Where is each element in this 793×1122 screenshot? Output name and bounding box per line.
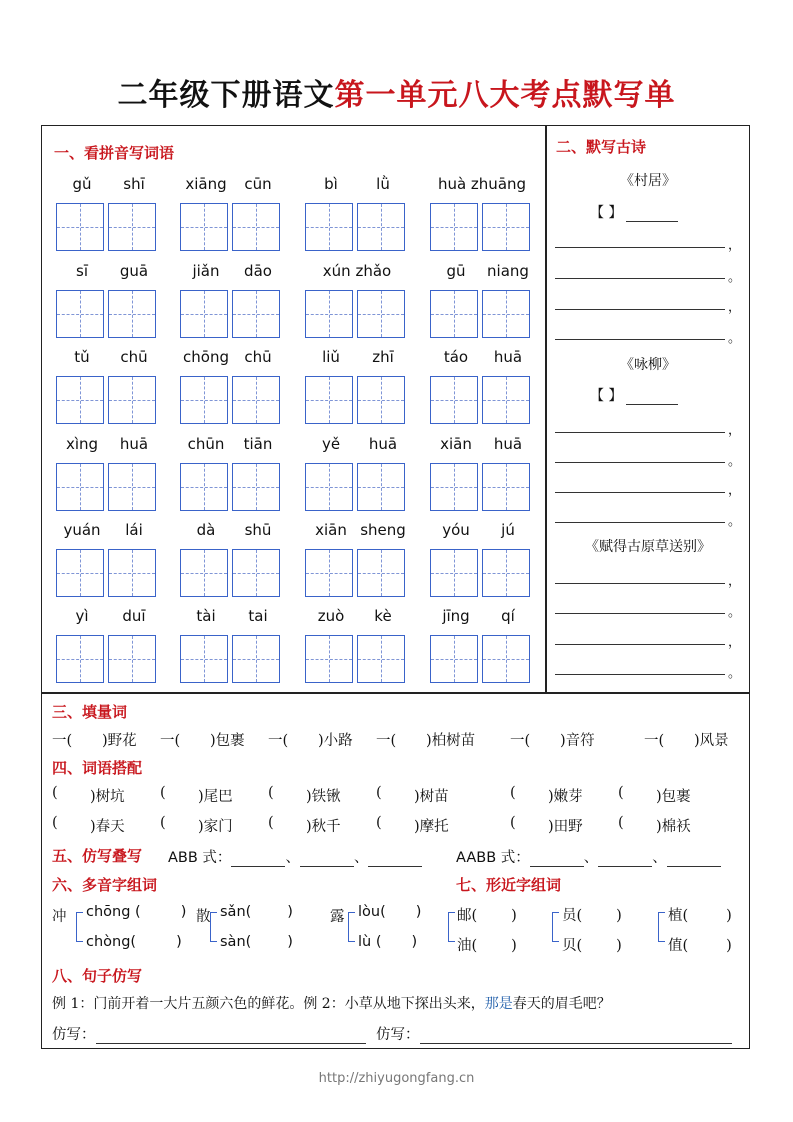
close-paren: ) xyxy=(726,938,732,954)
similar-char: 值( xyxy=(668,938,689,954)
match-blank[interactable]: ( xyxy=(510,815,516,831)
pinyin-label: yuán xyxy=(63,521,101,539)
pinyin-label: yě xyxy=(321,435,341,453)
punct: ， xyxy=(728,238,742,253)
pinyin-label: qí xyxy=(501,607,515,625)
match-blank[interactable]: ( xyxy=(376,815,382,831)
example-sentences xyxy=(52,993,611,1013)
pinyin-label: yì xyxy=(75,607,89,625)
imitate-label: 仿写： xyxy=(376,1027,420,1043)
author-bracket: 【 】 xyxy=(590,205,623,221)
poem-line[interactable] xyxy=(555,462,725,463)
pinyin-label: chū xyxy=(244,348,272,366)
close-paren: ) xyxy=(616,938,622,954)
writing-box[interactable] xyxy=(305,635,353,683)
writing-box[interactable] xyxy=(357,549,405,597)
pinyin-label: duī xyxy=(122,607,146,625)
writing-box[interactable] xyxy=(108,635,156,683)
polyphone-char: 冲 xyxy=(52,909,67,925)
punct: ， xyxy=(728,423,742,438)
match-noun: )田野 xyxy=(548,819,583,835)
brace-icon xyxy=(210,912,217,942)
poem-line[interactable] xyxy=(555,674,725,675)
poem-line[interactable] xyxy=(555,278,725,279)
poem-title-3: 《赋得古原草送别》 xyxy=(585,539,711,555)
close-paren: ) xyxy=(287,934,293,950)
pinyin-label: lǜ xyxy=(376,175,390,193)
writing-box[interactable] xyxy=(430,376,478,424)
pinyin-label: táo xyxy=(443,348,469,366)
match-noun: )树坑 xyxy=(90,789,125,805)
polyphone-field[interactable] xyxy=(220,934,293,950)
poem-line[interactable] xyxy=(555,339,725,340)
close-paren: ) xyxy=(287,904,293,920)
writing-box[interactable] xyxy=(108,290,156,338)
match-noun: )家门 xyxy=(198,819,233,835)
match-blank[interactable]: ( xyxy=(510,785,516,801)
match-noun: )棉袄 xyxy=(656,819,691,835)
writing-box[interactable] xyxy=(430,635,478,683)
measure-blank[interactable]: 一( xyxy=(52,733,73,749)
example-2-end: 春天的眉毛吧？ xyxy=(512,996,611,1012)
measure-noun: )柏树苗 xyxy=(426,733,476,749)
polyphone-char: 散 xyxy=(196,909,211,925)
pinyin-label: jīng xyxy=(442,607,470,625)
measure-blank[interactable]: 一( xyxy=(644,733,665,749)
polyphone-field[interactable] xyxy=(220,904,293,920)
pinyin-label: chòng( xyxy=(86,934,137,950)
measure-noun: )包裹 xyxy=(210,733,245,749)
polyphone-field[interactable] xyxy=(358,934,417,950)
close-paren: ) xyxy=(511,938,517,954)
pinyin-label: jiǎn xyxy=(192,262,220,280)
pinyin-label: tiān xyxy=(243,435,273,453)
brace-icon xyxy=(348,912,355,942)
pinyin-label: chōng ( xyxy=(86,904,141,920)
poem-title-1: 《村居》 xyxy=(620,173,676,189)
example-1: 例 1：门前开着一大片五颜六色的鲜花。 xyxy=(52,996,304,1012)
polyphone-field[interactable] xyxy=(358,904,421,920)
similar-char: 邮( xyxy=(457,908,478,924)
match-blank[interactable]: ( xyxy=(618,785,624,801)
writing-box[interactable] xyxy=(180,549,228,597)
writing-box[interactable] xyxy=(305,376,353,424)
writing-box[interactable] xyxy=(482,635,530,683)
sep: 、 xyxy=(353,850,369,866)
poem-line[interactable] xyxy=(555,309,725,310)
pinyin-label: xiān xyxy=(440,435,472,453)
similar-char: 员( xyxy=(562,908,583,924)
measure-noun: )音符 xyxy=(560,733,595,749)
pinyin-label: sī xyxy=(76,262,88,280)
abb-label: ABB 式： xyxy=(168,850,232,866)
similar-field[interactable] xyxy=(668,934,732,955)
pinyin-label: xìng xyxy=(65,435,99,453)
pinyin-label: sàn( xyxy=(220,934,252,950)
similar-field[interactable] xyxy=(457,904,517,925)
pinyin-label: tài xyxy=(196,607,216,625)
pinyin-label: tai xyxy=(248,607,268,625)
polyphone-field[interactable] xyxy=(86,904,186,920)
divider-vertical xyxy=(545,125,547,692)
close-paren: ) xyxy=(511,908,517,924)
pinyin-label: huà zhuāng xyxy=(437,175,527,193)
writing-box[interactable] xyxy=(305,549,353,597)
match-noun: )铁锹 xyxy=(306,789,341,805)
match-blank[interactable]: ( xyxy=(376,785,382,801)
section-title-3: 三、填量词 xyxy=(52,703,128,721)
aabb-field[interactable] xyxy=(456,846,721,867)
writing-box[interactable] xyxy=(56,203,104,251)
pinyin-label: shī xyxy=(123,175,145,193)
writing-box[interactable] xyxy=(357,290,405,338)
pinyin-label: yóu xyxy=(442,521,470,539)
pinyin-label: sheng xyxy=(360,521,406,539)
pinyin-label: lái xyxy=(125,521,143,539)
section-title-2: 二、默写古诗 xyxy=(556,138,647,156)
pinyin-label: cūn xyxy=(244,175,272,193)
match-blank[interactable]: ( xyxy=(160,815,166,831)
section-title-7: 七、形近字组词 xyxy=(456,876,562,894)
close-paren: ) xyxy=(415,904,422,920)
section-title-6: 六、多音字组词 xyxy=(52,876,158,894)
example-2: 例 2：小草从地下探出头来， xyxy=(303,996,485,1012)
punct: 。 xyxy=(728,331,742,346)
title-red: 第一单元八大考点默写单 xyxy=(334,78,676,113)
author-bracket: 【 】 xyxy=(590,388,623,404)
writing-box[interactable] xyxy=(482,290,530,338)
writing-box[interactable] xyxy=(482,549,530,597)
measure-blank[interactable]: 一( xyxy=(510,733,531,749)
measure-noun: )小路 xyxy=(318,733,353,749)
section-title-4: 四、词语搭配 xyxy=(52,759,143,777)
author-field-1[interactable] xyxy=(590,202,678,222)
poem-title-2: 《咏柳》 xyxy=(620,357,676,373)
writing-box[interactable] xyxy=(305,463,353,511)
writing-box[interactable] xyxy=(357,463,405,511)
sep: 、 xyxy=(652,850,667,866)
poem-line[interactable] xyxy=(555,492,725,493)
poem-line[interactable] xyxy=(555,583,725,584)
pinyin-label: xiāng xyxy=(185,175,227,193)
writing-box[interactable] xyxy=(180,290,228,338)
writing-box[interactable] xyxy=(108,376,156,424)
section-title-1: 一、看拼音写词语 xyxy=(54,144,175,162)
writing-box[interactable] xyxy=(108,463,156,511)
match-noun: )春天 xyxy=(90,819,125,835)
writing-box[interactable] xyxy=(232,549,280,597)
pinyin-label: zhī xyxy=(372,348,394,366)
writing-box[interactable] xyxy=(180,463,228,511)
writing-box[interactable] xyxy=(232,203,280,251)
writing-box[interactable] xyxy=(232,463,280,511)
pinyin-label: bì xyxy=(324,175,338,193)
pinyin-label: huā xyxy=(493,435,523,453)
imitate-label: 仿写： xyxy=(52,1027,96,1043)
match-noun: )嫩芽 xyxy=(548,789,583,805)
pinyin-label: sǎn( xyxy=(220,904,252,920)
writing-box[interactable] xyxy=(430,203,478,251)
pinyin-label: lòu( xyxy=(358,904,386,920)
match-noun: )秋千 xyxy=(306,819,341,835)
brace-icon xyxy=(552,912,559,942)
similar-field[interactable] xyxy=(668,904,732,925)
pinyin-label: dāo xyxy=(244,262,272,280)
pinyin-label: tǔ xyxy=(74,348,90,366)
pinyin-label: guā xyxy=(119,262,149,280)
measure-noun: )野花 xyxy=(102,733,137,749)
punct: 。 xyxy=(728,270,742,285)
pinyin-label: chūn xyxy=(187,435,225,453)
imitate-field-1[interactable] xyxy=(52,1023,366,1044)
close-paren: ) xyxy=(176,934,182,950)
brace-icon xyxy=(76,912,83,942)
writing-box[interactable] xyxy=(180,635,228,683)
polyphone-field[interactable] xyxy=(86,934,182,950)
writing-box[interactable] xyxy=(305,203,353,251)
poem-line[interactable] xyxy=(555,644,725,645)
similar-char: 植( xyxy=(668,908,689,924)
writing-box[interactable] xyxy=(357,635,405,683)
match-blank[interactable]: ( xyxy=(268,815,274,831)
punct: 。 xyxy=(728,666,742,681)
measure-blank[interactable]: 一( xyxy=(376,733,397,749)
divider-horizontal xyxy=(41,692,750,694)
measure-noun: )风景 xyxy=(694,733,729,749)
match-noun: )尾巴 xyxy=(198,789,233,805)
footer-url: http://zhiyugongfang.cn xyxy=(318,1071,475,1086)
writing-box[interactable] xyxy=(232,376,280,424)
writing-box[interactable] xyxy=(56,463,104,511)
close-paren: ) xyxy=(180,904,187,920)
match-blank[interactable]: ( xyxy=(618,815,624,831)
writing-box[interactable] xyxy=(180,376,228,424)
similar-field[interactable] xyxy=(562,904,622,925)
brace-icon xyxy=(658,912,665,942)
pinyin-label: shū xyxy=(244,521,272,539)
punct: ， xyxy=(728,483,742,498)
writing-box[interactable] xyxy=(482,376,530,424)
match-noun: )包裹 xyxy=(656,789,691,805)
pinyin-label: kè xyxy=(374,607,392,625)
aabb-label: AABB 式： xyxy=(456,850,530,866)
similar-char: 贝( xyxy=(562,938,583,954)
writing-box[interactable] xyxy=(56,549,104,597)
pinyin-label: huā xyxy=(119,435,149,453)
brace-icon xyxy=(448,912,455,942)
writing-box[interactable] xyxy=(430,290,478,338)
imitate-field-2[interactable] xyxy=(376,1023,732,1044)
writing-box[interactable] xyxy=(232,290,280,338)
similar-char: 油( xyxy=(457,938,478,954)
pinyin-label: chū xyxy=(120,348,148,366)
writing-box[interactable] xyxy=(482,463,530,511)
close-paren: ) xyxy=(616,908,622,924)
writing-box[interactable] xyxy=(56,376,104,424)
writing-box[interactable] xyxy=(56,290,104,338)
writing-box[interactable] xyxy=(357,376,405,424)
pinyin-label: zuò xyxy=(317,607,345,625)
pinyin-label: xún zhǎo xyxy=(322,262,392,280)
match-noun: )树苗 xyxy=(414,789,449,805)
similar-field[interactable] xyxy=(562,934,622,955)
poem-line[interactable] xyxy=(555,613,725,614)
match-blank[interactable]: ( xyxy=(268,785,274,801)
pinyin-label: huā xyxy=(493,348,523,366)
writing-box[interactable] xyxy=(232,635,280,683)
writing-box[interactable] xyxy=(108,549,156,597)
pinyin-label: gǔ xyxy=(72,175,92,193)
match-blank[interactable]: ( xyxy=(160,785,166,801)
writing-box[interactable] xyxy=(357,203,405,251)
match-blank[interactable]: ( xyxy=(52,815,58,831)
writing-box[interactable] xyxy=(108,203,156,251)
punct: 。 xyxy=(728,605,742,620)
measure-blank[interactable]: 一( xyxy=(160,733,181,749)
pinyin-label: xiān xyxy=(315,521,347,539)
punct: ， xyxy=(728,574,742,589)
match-blank[interactable]: ( xyxy=(52,785,58,801)
pinyin-label: liǔ xyxy=(322,348,340,366)
writing-box[interactable] xyxy=(305,290,353,338)
author-field-2[interactable] xyxy=(590,385,678,405)
writing-box[interactable] xyxy=(430,549,478,597)
poem-line[interactable] xyxy=(555,432,725,433)
pinyin-label: chōng xyxy=(183,348,229,366)
punct: 。 xyxy=(728,514,742,529)
poem-line[interactable] xyxy=(555,522,725,523)
similar-field[interactable] xyxy=(457,934,517,955)
punct: ， xyxy=(728,635,742,650)
title-black: 二年级下册语文 xyxy=(117,78,335,113)
writing-box[interactable] xyxy=(482,203,530,251)
pinyin-label: lù ( xyxy=(358,934,382,950)
abb-field[interactable] xyxy=(168,846,422,867)
pinyin-label: dà xyxy=(196,521,216,539)
pinyin-label: jú xyxy=(501,521,515,539)
poem-line[interactable] xyxy=(555,247,725,248)
polyphone-char: 露 xyxy=(330,909,345,925)
punct: ， xyxy=(728,300,742,315)
section-title-8: 八、句子仿写 xyxy=(52,967,143,985)
sep: 、 xyxy=(285,850,300,866)
pinyin-label: gū xyxy=(446,262,466,280)
writing-box[interactable] xyxy=(56,635,104,683)
match-noun: )摩托 xyxy=(414,819,449,835)
close-paren: ) xyxy=(411,934,418,950)
measure-blank[interactable]: 一( xyxy=(268,733,289,749)
writing-box[interactable] xyxy=(180,203,228,251)
section-title-5: 五、仿写叠写 xyxy=(52,847,143,865)
pinyin-label: huā xyxy=(368,435,398,453)
punct: 。 xyxy=(728,454,742,469)
page-title xyxy=(0,70,793,114)
close-paren: ) xyxy=(726,908,732,924)
sep: 、 xyxy=(583,850,599,866)
pinyin-label: niang xyxy=(487,262,529,280)
example-2-highlight: 那是 xyxy=(484,996,513,1012)
writing-box[interactable] xyxy=(430,463,478,511)
